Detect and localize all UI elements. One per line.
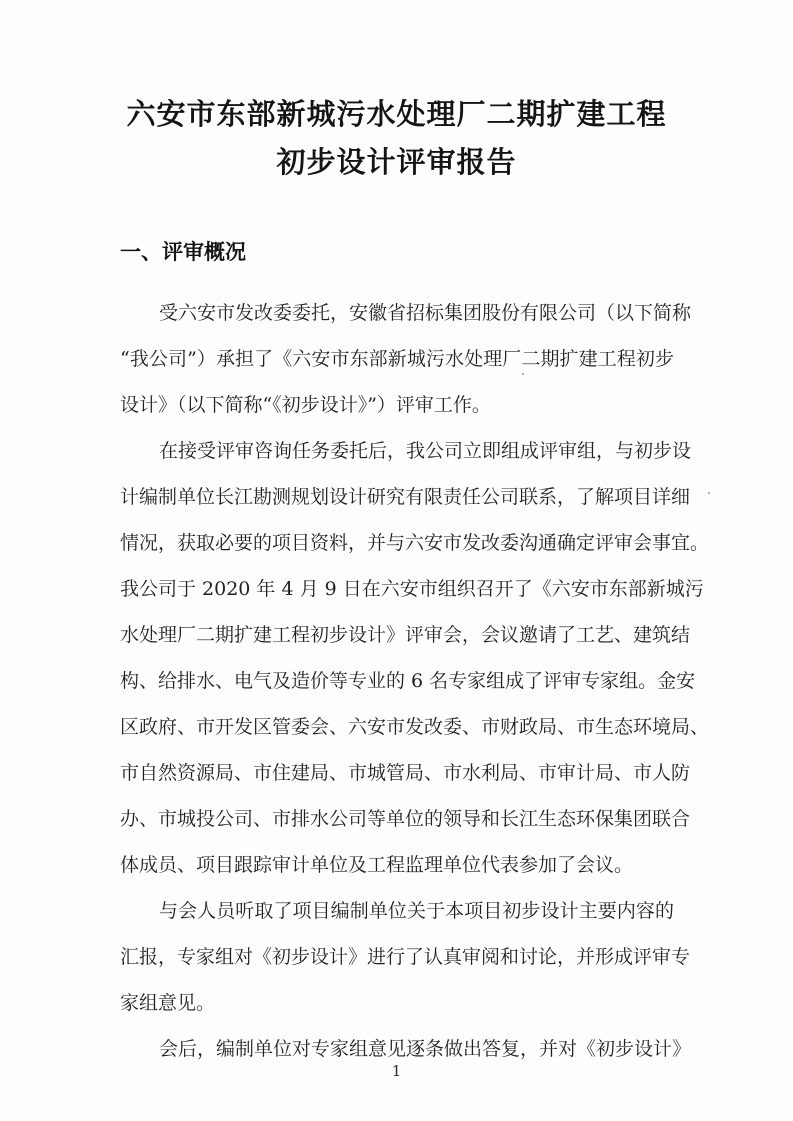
section-heading: 一、评审概况 <box>120 240 246 264</box>
paragraph-3-line-2: 汇报，专家组对《初步设计》进行了认真审阅和讨论，并形成评审专 <box>120 946 691 968</box>
paragraph-2-line-10: 体成员、项目跟踪审计单位及工程监理单位代表参加了会议。 <box>120 854 634 876</box>
paragraph-1-line-1: 受六安市发改委委托，安徽省招标集团股份有限公司（以下简称 <box>159 302 692 324</box>
paragraph-2-line-4: 我公司于 2020 年 4 月 9 日在六安市组织召开了《六安市东部新城污 <box>120 578 704 600</box>
paragraph-2-line-3: 情况，获取必要的项目资料，并与六安市发改委沟通确定评审会事宜。 <box>120 532 710 554</box>
page-number: 1 <box>391 1062 402 1080</box>
document-title-line-2: 初步设计评审报告 <box>276 145 517 179</box>
paragraph-2-line-7: 区政府、市开发区管委会、六安市发改委、市财政局、市生态环境局、 <box>120 716 710 738</box>
scan-speck <box>522 373 524 375</box>
paragraph-2-line-5: 水处理厂二期扩建工程初步设计》评审会，会议邀请了工艺、建筑结 <box>120 624 691 646</box>
scan-speck <box>708 492 710 494</box>
paragraph-2-line-8: 市自然资源局、市住建局、市城管局、市水利局、市审计局、市人防 <box>120 762 691 784</box>
paragraph-2-line-6: 构、给排水、电气及造价等专业的 6 名专家组成了评审专家组。金安 <box>120 670 696 692</box>
paragraph-3-line-3: 家组意见。 <box>120 992 216 1014</box>
paragraph-1-line-3: 设计》（以下简称“《初步设计》”）评审工作。 <box>120 394 491 416</box>
paragraph-4-line-1: 会后，编制单位对专家组意见逐条做出答复，并对《初步设计》 <box>159 1038 692 1060</box>
document-title-line-1: 六安市东部新城污水处理厂二期扩建工程 <box>126 97 667 131</box>
paragraph-2-line-1: 在接受评审咨询任务委托后，我公司立即组成评审组，与初步设 <box>159 440 692 462</box>
paragraph-2-line-9: 办、市城投公司、市排水公司等单位的领导和长江生态环保集团联合 <box>120 808 691 830</box>
paragraph-2-line-2: 计编制单位长江勘测规划设计研究有限责任公司联系，了解项目详细 <box>120 486 691 508</box>
paragraph-1-line-2: “我公司”）承担了《六安市东部新城污水处理厂二期扩建工程初步 <box>120 348 674 370</box>
paragraph-3-line-1: 与会人员听取了项目编制单位关于本项目初步设计主要内容的 <box>159 900 674 922</box>
